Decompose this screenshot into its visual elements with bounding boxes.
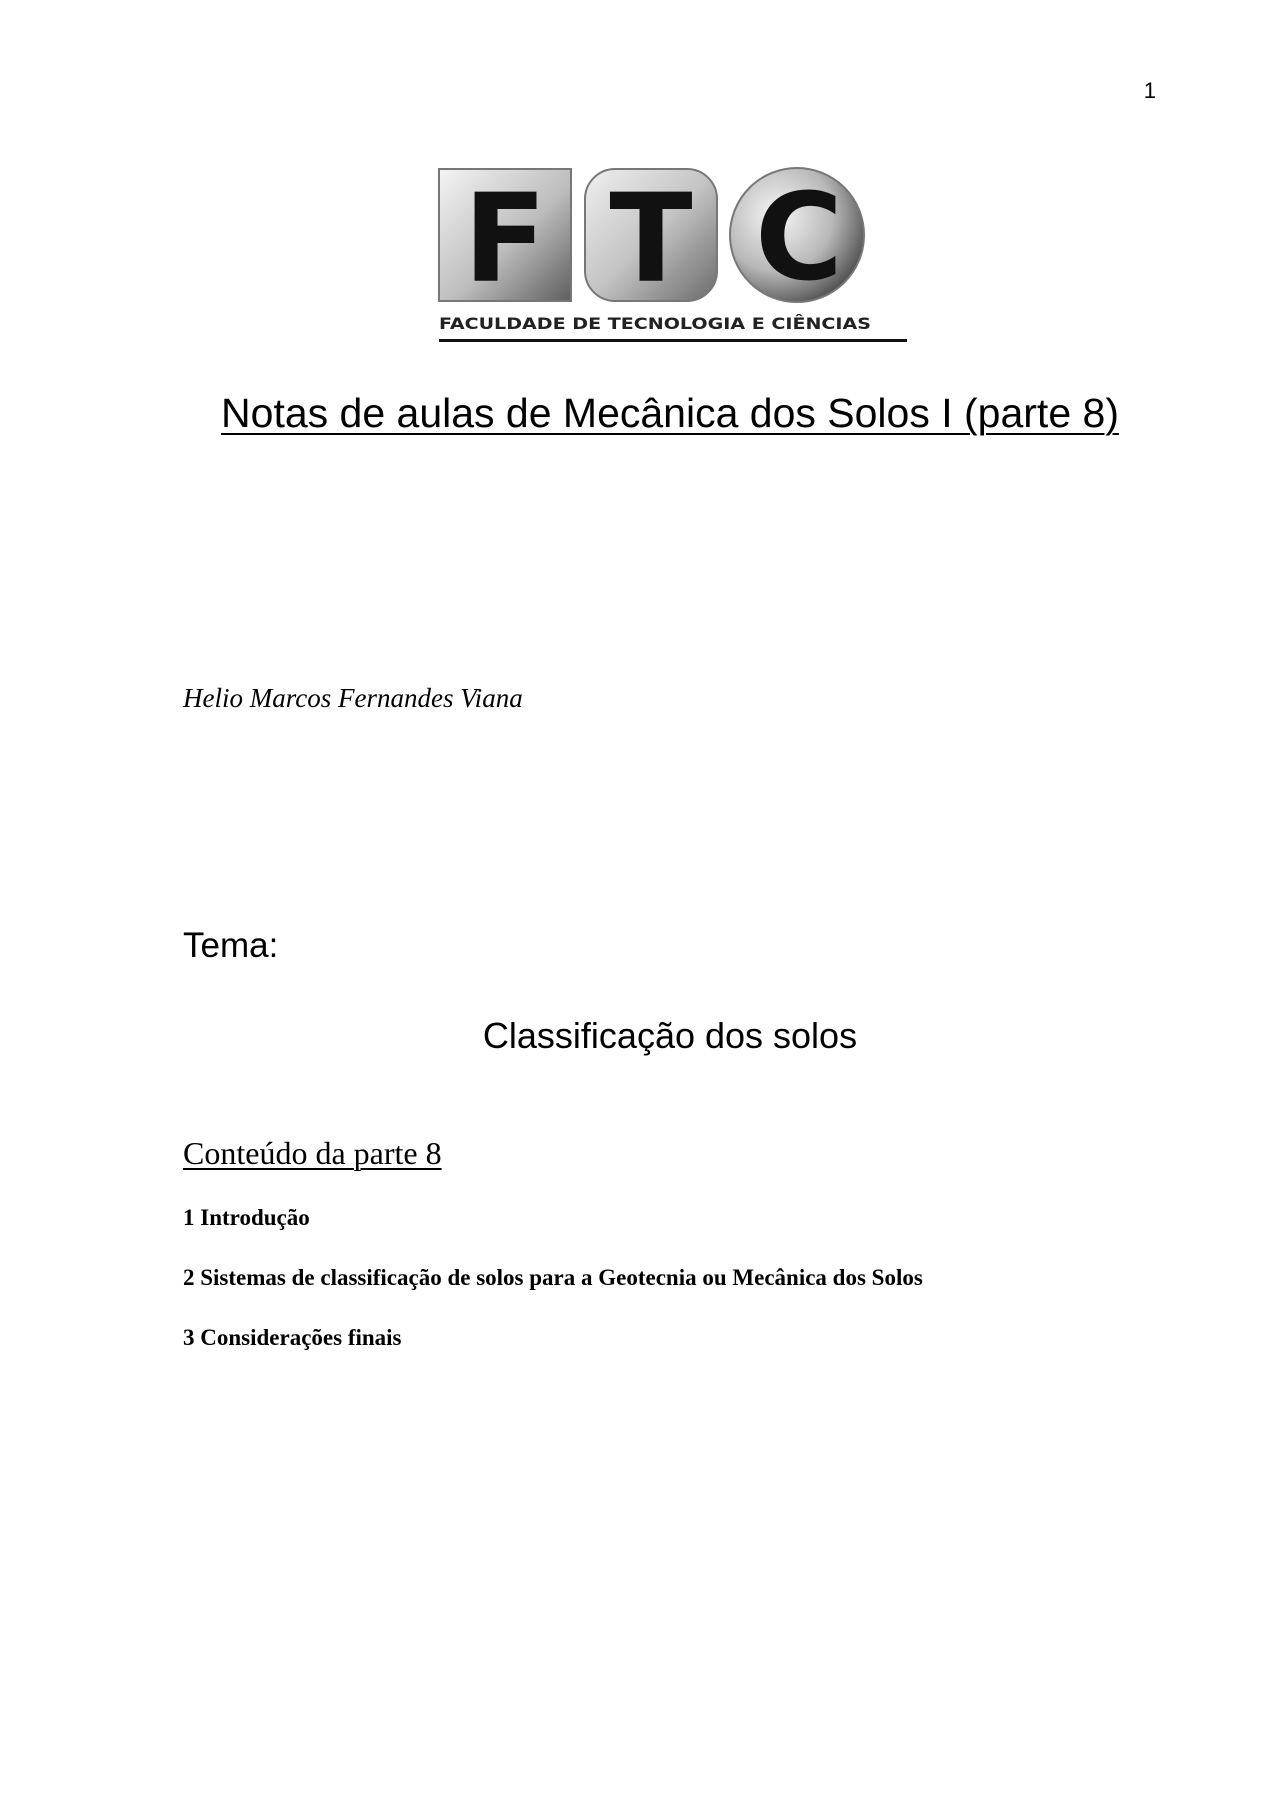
ftc-logo	[437, 163, 907, 348]
logo-letter-f: F	[463, 168, 547, 310]
logo-underline	[439, 339, 907, 342]
document-title: Notas de aulas de Mecânica dos Solos I (parte 8)	[221, 390, 1119, 436]
contents-item: 1 Introdução	[183, 1205, 310, 1230]
contents-list	[183, 1204, 923, 1384]
tema-label: Tema:	[183, 926, 279, 965]
tema-value: Classificação dos solos	[482, 1015, 858, 1056]
logo-letter-t: T	[609, 168, 693, 310]
contents-item: 3 Considerações finais	[183, 1325, 402, 1350]
logo-letter-c: C	[754, 169, 844, 308]
author-name: Helio Marcos Fernandes Viana	[183, 683, 523, 713]
logo-caption: FACULDADE DE TECNOLOGIA E CIÊNCIAS	[439, 314, 871, 333]
page-number: 1	[1143, 78, 1156, 103]
contents-item: 2 Sistemas de classificação de solos para a Geotecnia ou Mecânica dos Solos	[183, 1265, 923, 1290]
contents-heading: Conteúdo da parte 8	[183, 1135, 442, 1171]
